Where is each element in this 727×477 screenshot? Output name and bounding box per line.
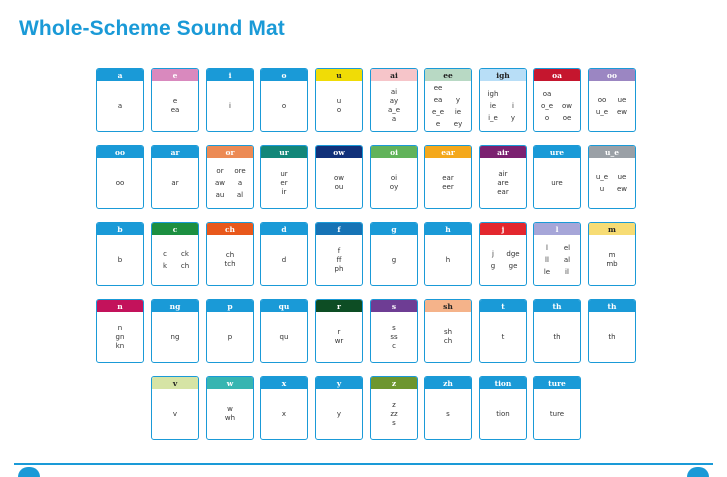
spelling-label: au [215, 191, 225, 199]
spelling-label: th [608, 332, 616, 341]
sound-card [370, 68, 418, 132]
sound-card-header: u_e [589, 146, 635, 158]
sound-card [533, 299, 581, 363]
sound-card [315, 376, 363, 440]
spelling-label: ie [454, 108, 462, 116]
spelling-label: tion [496, 409, 510, 418]
sound-card [315, 222, 363, 286]
spelling-label: ck [181, 250, 189, 258]
spelling-label: ee [433, 84, 443, 92]
sound-card [424, 145, 472, 209]
spelling-label: ue [617, 96, 627, 104]
spelling-label: j [492, 250, 494, 258]
sound-card [260, 145, 308, 209]
sound-card-header: v [152, 377, 198, 389]
sound-card [151, 145, 199, 209]
sound-card [151, 222, 199, 286]
spelling-label: u [336, 97, 342, 105]
spelling-label [557, 88, 577, 100]
spelling-label: il [565, 268, 569, 276]
sound-card [424, 68, 472, 132]
spelling-label: c [392, 341, 396, 350]
spelling-label: ture [549, 409, 565, 418]
sound-card [424, 299, 472, 363]
spelling-label: ar [171, 178, 179, 187]
sound-card [533, 376, 581, 440]
spelling-label: igh [487, 90, 499, 98]
sound-card-header: p [207, 300, 253, 312]
sound-card [479, 376, 527, 440]
sound-card [206, 222, 254, 286]
sound-card [96, 68, 144, 132]
sound-card [424, 222, 472, 286]
spelling-label: ff [336, 255, 342, 264]
spelling-label: s [392, 323, 396, 332]
sound-card [588, 145, 636, 209]
spelling-label: oo [115, 178, 125, 187]
spelling-label: i_e [488, 114, 498, 122]
spelling-label [448, 82, 468, 94]
spelling-label: ou [334, 183, 344, 191]
spelling-label: y [336, 409, 342, 418]
spelling-label: ge [508, 262, 518, 270]
spelling-label: ow [561, 102, 572, 110]
spelling-label: are [497, 178, 509, 187]
sound-card-header: d [261, 223, 307, 235]
sound-card [533, 68, 581, 132]
spelling-label: l [546, 244, 548, 252]
sound-card-header: z [371, 377, 417, 389]
spelling-label: e_e [431, 108, 445, 116]
spelling-label: ear [442, 174, 454, 182]
spelling-label: ow [333, 174, 344, 182]
spelling-label: u_e [595, 173, 609, 181]
sound-card [260, 222, 308, 286]
sound-card [315, 299, 363, 363]
spelling-label: ir [281, 187, 287, 196]
spelling-label: y [455, 96, 461, 104]
sound-card [370, 376, 418, 440]
spelling-label: ie [489, 102, 497, 110]
footer-divider [14, 463, 713, 465]
sound-card-header: zh [425, 377, 471, 389]
spelling-label: oa [542, 90, 552, 98]
spelling-label: i [229, 101, 231, 110]
spelling-label: ch [225, 251, 235, 259]
spelling-label: sh [443, 328, 453, 336]
spelling-label: b [117, 255, 123, 264]
spelling-label: kn [115, 341, 125, 350]
spelling-label: th [553, 332, 561, 341]
sound-card [96, 299, 144, 363]
spelling-label: aw [214, 179, 225, 187]
sound-card [370, 299, 418, 363]
spelling-label: e [435, 120, 441, 128]
sound-card-header: j [480, 223, 526, 235]
spelling-label: v [172, 409, 178, 418]
spelling-label: ur [280, 169, 288, 178]
spelling-label: ng [170, 332, 180, 341]
sound-card [479, 299, 527, 363]
spelling-label: tch [224, 260, 236, 268]
spelling-label: or [216, 167, 224, 175]
sound-card [424, 376, 472, 440]
spelling-label: zz [390, 409, 398, 418]
spelling-label: ch [180, 262, 190, 270]
spelling-label: ue [617, 173, 627, 181]
sound-card [533, 145, 581, 209]
sound-card-header: ture [534, 377, 580, 389]
spelling-label: s [446, 409, 450, 418]
sound-card-header: o [261, 69, 307, 81]
sound-card-header: ar [152, 146, 198, 158]
sound-card [479, 145, 527, 209]
spelling-label: oe [562, 114, 572, 122]
sound-card-header: ai [371, 69, 417, 81]
sound-card [370, 222, 418, 286]
sound-card [479, 222, 527, 286]
spelling-label: f [337, 246, 341, 255]
spelling-label: al [563, 256, 571, 264]
spelling-label: h [445, 255, 451, 264]
sound-card [315, 145, 363, 209]
spelling-label: al [236, 191, 244, 199]
sound-card-header: ch [207, 223, 253, 235]
sound-card-header: r [316, 300, 362, 312]
spelling-label: ore [234, 167, 246, 175]
sound-card-header: g [371, 223, 417, 235]
spelling-label: p [227, 332, 233, 341]
spelling-label: o_e [540, 102, 554, 110]
spelling-label: ss [390, 332, 398, 341]
spelling-label: u [599, 185, 605, 193]
sound-card-header: th [589, 300, 635, 312]
spelling-label: ll [545, 256, 549, 264]
sound-card [151, 68, 199, 132]
spelling-label: el [563, 244, 571, 252]
sound-card-header: c [152, 223, 198, 235]
sound-card-header: ear [425, 146, 471, 158]
sound-card [260, 376, 308, 440]
spelling-label: ure [551, 178, 563, 187]
sound-card [370, 145, 418, 209]
sound-card-header: th [534, 300, 580, 312]
sound-card [533, 222, 581, 286]
spelling-label: wr [334, 337, 344, 345]
sound-card [206, 376, 254, 440]
spelling-label: x [281, 409, 287, 418]
spelling-label: ph [334, 264, 344, 273]
sound-card [260, 299, 308, 363]
spelling-label: dge [506, 250, 520, 258]
sound-card-header: h [425, 223, 471, 235]
spelling-label: ear [497, 187, 509, 196]
sound-card [151, 376, 199, 440]
spelling-label [503, 88, 523, 100]
sound-card [315, 68, 363, 132]
spelling-label: gn [115, 332, 125, 341]
spelling-label: ea [170, 106, 180, 114]
sound-card-header: oo [97, 146, 143, 158]
spelling-label: y [510, 114, 516, 122]
sound-card-header: m [589, 223, 635, 235]
page-title: Whole-Scheme Sound Mat [19, 17, 285, 40]
sound-card-header: x [261, 377, 307, 389]
sound-card-header: u [316, 69, 362, 81]
sound-card-header: ure [534, 146, 580, 158]
spelling-label: g [391, 255, 397, 264]
spelling-label: a [117, 101, 123, 110]
spelling-label: ch [443, 337, 453, 345]
spelling-label: d [281, 255, 287, 264]
sound-card-header: l [534, 223, 580, 235]
spelling-label: o [336, 106, 342, 114]
spelling-label: ew [616, 185, 628, 193]
sound-card-header: b [97, 223, 143, 235]
sound-card-header: f [316, 223, 362, 235]
sound-card-header: or [207, 146, 253, 158]
sound-card-header: n [97, 300, 143, 312]
spelling-label: ew [616, 108, 628, 116]
sound-card [206, 145, 254, 209]
spelling-label: air [498, 169, 508, 178]
spelling-label: oy [389, 183, 399, 191]
sound-card-header: e [152, 69, 198, 81]
sound-card [588, 68, 636, 132]
spelling-label: wh [224, 414, 236, 422]
spelling-label: er [280, 178, 288, 187]
spelling-label: oo [597, 96, 607, 104]
sound-card-header: i [207, 69, 253, 81]
sound-card-header: y [316, 377, 362, 389]
sound-card [96, 145, 144, 209]
spelling-label: u_e [595, 108, 609, 116]
sound-card [588, 222, 636, 286]
sound-card-header: ee [425, 69, 471, 81]
spelling-label: qu [279, 332, 289, 341]
spelling-label: m [608, 251, 616, 259]
sound-card [206, 68, 254, 132]
spelling-label: t [501, 332, 505, 341]
sound-card-header: ur [261, 146, 307, 158]
spelling-label: z [392, 400, 396, 409]
sound-card-header: ow [316, 146, 362, 158]
spelling-label: ai [390, 88, 398, 96]
sound-card-header: air [480, 146, 526, 158]
spelling-label: oi [390, 174, 398, 182]
spelling-label: a [237, 179, 243, 187]
sound-card [260, 68, 308, 132]
spelling-label: n [117, 323, 123, 332]
spelling-label: r [337, 328, 341, 336]
spelling-label: mb [606, 260, 618, 268]
spelling-label: a [391, 115, 397, 123]
sound-card-header: qu [261, 300, 307, 312]
sound-card [206, 299, 254, 363]
sound-card-header: tion [480, 377, 526, 389]
spelling-label: le [543, 268, 551, 276]
spelling-label: k [162, 262, 168, 270]
sound-card-header: sh [425, 300, 471, 312]
spelling-label: s [392, 418, 396, 427]
spelling-label: e [172, 97, 178, 105]
sound-card-header: w [207, 377, 253, 389]
sound-card-header: ng [152, 300, 198, 312]
sound-card-header: oo [589, 69, 635, 81]
spelling-label: ey [453, 120, 463, 128]
spelling-label: i [512, 102, 514, 110]
spelling-label: c [163, 250, 167, 258]
sound-card-header: oi [371, 146, 417, 158]
spelling-label: eer [442, 183, 454, 191]
sound-card-header: oa [534, 69, 580, 81]
sound-card-header: a [97, 69, 143, 81]
spelling-label: g [490, 262, 496, 270]
sound-card [151, 299, 199, 363]
sound-card-header: t [480, 300, 526, 312]
sound-card [96, 222, 144, 286]
spelling-label: ay [389, 97, 399, 105]
spelling-label: ea [433, 96, 443, 104]
sound-card [588, 299, 636, 363]
spelling-label: a_e [387, 106, 401, 114]
sound-card [479, 68, 527, 132]
spelling-label: o [544, 114, 550, 122]
sound-card-header: igh [480, 69, 526, 81]
sound-card-header: s [371, 300, 417, 312]
spelling-label: w [227, 405, 233, 413]
spelling-label: o [281, 101, 287, 110]
